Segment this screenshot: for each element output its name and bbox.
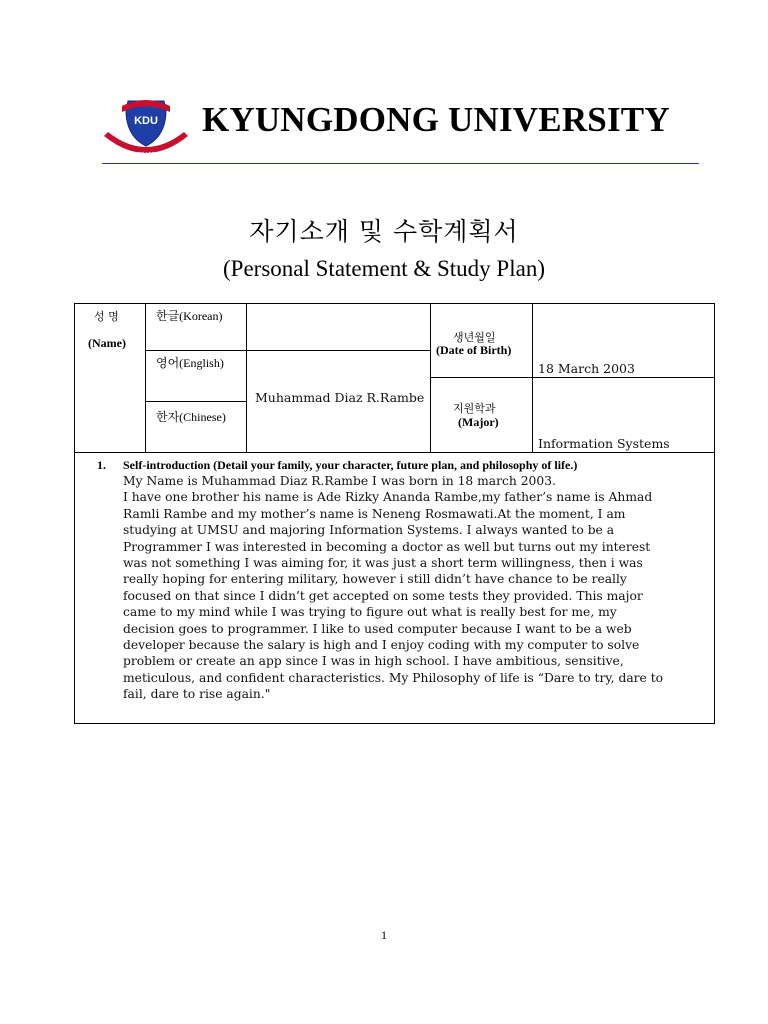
divider (145, 350, 431, 351)
intro-line: My Name is Muhammad Diaz R.Rambe I was born in 18 march 2003. (123, 474, 556, 488)
divider (246, 304, 247, 452)
intro-body (123, 473, 718, 703)
divider (430, 377, 715, 378)
major-value: Information Systems (538, 436, 670, 451)
logo-motto: MAN OF MISSION (125, 152, 167, 158)
divider (75, 452, 715, 453)
dob-label-korean: 생년월일 (453, 331, 496, 344)
divider (145, 304, 146, 452)
intro-line: Programmer I was interested in becoming a doctor as well but turns out my interest (123, 539, 651, 554)
major-label-korean: 지원학과 (453, 402, 496, 415)
letterhead (100, 96, 700, 166)
name-label-english: (Name) (88, 336, 126, 350)
chinese-name-label: 한자(Chinese) (156, 410, 226, 424)
english-name-value: Muhammad Diaz R.Rambe (255, 390, 425, 405)
title-korean: 자기소개 및 수학계획서 (249, 217, 519, 246)
intro-number: 1. (97, 458, 106, 472)
statement-form (74, 303, 715, 724)
intro-line: focused on that since I didn’t get accepted on some tests they provided. This major (123, 588, 643, 603)
divider (145, 401, 247, 402)
divider (430, 304, 431, 452)
intro-line: developer because the salary is high and I enjoy coding with my computer to solve (123, 638, 640, 653)
kdu-logo (100, 96, 192, 162)
divider (532, 304, 533, 452)
intro-line: really hoping for entering military, however i still didn’t have chance to be really (123, 572, 627, 587)
intro-line: Ramli Rambe and my mother’s name is Neneng Rosmawati.At the moment, I am (123, 506, 626, 521)
intro-line: was not something I was aiming for, it was just a short term willingness, then i was (123, 556, 643, 571)
dob-label-english: (Date of Birth) (436, 343, 512, 357)
logo-text: KDU (134, 115, 158, 127)
intro-line: fail, dare to rise again." (123, 687, 271, 702)
major-label-english: (Major) (458, 415, 499, 429)
intro-heading (97, 458, 577, 473)
korean-name-label: 한글(Korean) (156, 309, 223, 323)
intro-line: decision goes to programmer. I like to used computer because I want to be a web (123, 621, 632, 636)
header-rule (102, 163, 699, 164)
english-name-label: 영어(English) (156, 356, 224, 370)
dob-value: 18 March 2003 (538, 361, 635, 376)
intro-line: studying at UMSU and majoring Information Systems. I always wanted to be a (123, 523, 615, 538)
intro-line: I have one brother his name is Ade Rizky Ananda Rambe,my father’s name is Ahmad (123, 490, 653, 505)
page-number: 1 (381, 928, 387, 942)
intro-heading-text: Self-introduction (Detail your family, your character, future plan, and philosophy of life.) (123, 458, 578, 472)
university-name: KYUNGDONG UNIVERSITY (202, 100, 670, 139)
intro-line: came to my mind while I was trying to figure out what is really best for me, my (123, 605, 617, 620)
name-label-korean: 성 명 (94, 310, 119, 323)
title-english: (Personal Statement & Study Plan) (223, 256, 545, 281)
intro-line: meticulous, and confident characteristics. My Philosophy of life is “Dare to try, dare to (123, 670, 664, 685)
intro-line: problem or create an app since I was in high school. I have ambitious, sensitive, (123, 654, 624, 669)
